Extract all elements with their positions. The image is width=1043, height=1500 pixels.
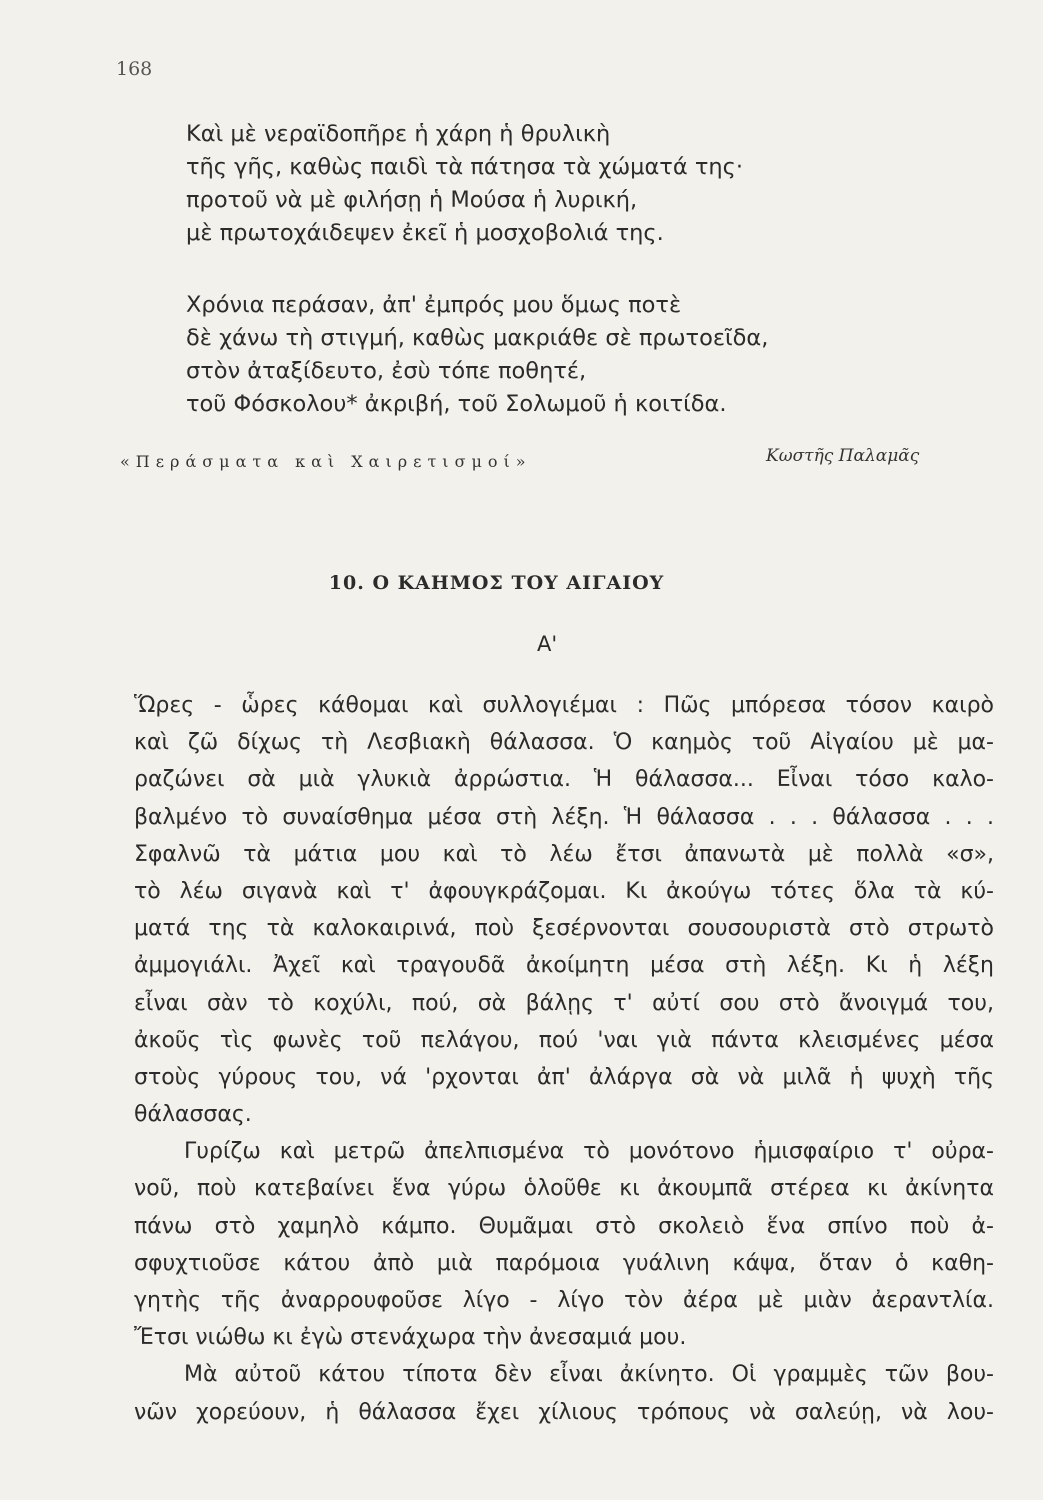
verse-line: Καὶ μὲ νεραϊδοπῆρε ἡ χάρη ἡ θρυλικὴ <box>186 121 611 147</box>
prose-line: Μὰ αὐτοῦ κάτου τίποτα δὲν εἶναι ἀκίνητο. Οἱ γραμμὲς τῶν βου- <box>184 1362 994 1388</box>
prose-line: Ἔτσι νιώθω κι ἐγὼ στενάχωρα τὴν ἀνεσαμιά μου. <box>134 1325 687 1351</box>
page-number: 168 <box>116 58 153 80</box>
prose-line: Σφαλνῶ τὰ μάτια μου καὶ τὸ λέω ἔτσι ἀπανωτὰ μὲ πολλὰ «σ», <box>134 841 994 867</box>
verse-line: μὲ πρωτοχάιδεψεν ἐκεῖ ἡ μοσχοβολιά της. <box>186 220 664 246</box>
verse-line: προτοῦ νὰ μὲ φιλήσῃ ἡ Μούσα ἡ λυρική, <box>186 187 638 213</box>
prose-line: ματά της τὰ καλοκαιρινά, ποὺ ξεσέρνονται σουσουριστὰ στὸ στρωτὸ <box>134 916 994 942</box>
verse-line: δὲ χάνω τὴ στιγμή, καθὼς μακριάθε σὲ πρωτοεῖδα, <box>186 325 769 351</box>
prose-line: σφυχτιοῦσε κάτου ἀπὸ μιὰ παρόμοια γυάλινη κάψα, ὅταν ὁ καθη- <box>134 1250 994 1276</box>
verse-line: στὸν ἀταξίδευτο, ἐσὺ τόπε ποθητέ, <box>186 358 587 384</box>
chapter-title: 10. Ο ΚΑΗΜΟΣ ΤΟΥ ΑΙΓΑΙΟΥ <box>328 572 665 594</box>
prose-line: Ὥρες - ὧρες κάθομαι καὶ συλλογιέμαι : Πῶς μπόρεσα τόσον καιρὸ <box>134 693 994 718</box>
verse-line: Χρόνια περάσαν, ἀπ' ἐμπρός μου ὅμως ποτὲ <box>186 292 682 318</box>
prose-line: γητὴς τῆς ἀναρρουφοῦσε λίγο - λίγο τὸν ἀέρα μὲ μιὰν ἀεραντλία. <box>134 1288 994 1313</box>
prose-line: στοὺς γύρους του, νά 'ρχονται ἀπ' ἀλάργα σὰ νὰ μιλᾶ ἡ ψυχὴ τῆς <box>134 1064 994 1090</box>
section-mark: Α' <box>537 632 558 656</box>
poem-author: Κωστῆς Παλαμᾶς <box>766 446 920 466</box>
prose-line: βαλμένο τὸ συναίσθημα μέσα στὴ λέξη. Ἡ θάλασσα . . . θάλασσα . . . <box>134 804 994 830</box>
poem-stanza-1 <box>186 118 743 250</box>
verse-line: τοῦ Φόσκολου* ἀκριβή, τοῦ Σολωμοῦ ἡ κοιτίδα. <box>186 391 727 417</box>
prose-line: καὶ ζῶ δίχως τὴ Λεσβιακὴ θάλασσα. Ὁ καημὸς τοῦ Αἰγαίου μὲ μα- <box>134 730 994 756</box>
prose-line: ἀκοῦς τὶς φωνὲς τοῦ πελάγου, πού 'ναι γιὰ πάντα κλεισμένες μέσα <box>134 1027 994 1053</box>
poem-stanza-2 <box>186 289 768 421</box>
prose-line: θάλασσας. <box>134 1102 252 1128</box>
prose-line: τὸ λέω σιγανὰ καὶ τ' ἀφουγκράζομαι. Κι ἀκούγω τότες ὅλα τὰ κύ- <box>134 878 994 904</box>
verse-line: τῆς γῆς, καθὼς παιδὶ τὰ πάτησα τὰ χώματά της· <box>186 154 743 180</box>
prose-line: πάνω στὸ χαμηλὸ κάμπο. Θυμᾶμαι στὸ σκολειὸ ἕνα σπίνο ποὺ ἀ- <box>134 1213 994 1239</box>
prose-line: εἶναι σὰν τὸ κοχύλι, πού, σὰ βάλῃς τ' αὐτί σου στὸ ἄνοιγμά του, <box>134 990 994 1016</box>
prose-line: ραζώνει σὰ μιὰ γλυκιὰ ἀρρώστια. Ἡ θάλασσα... Εἶναι τόσο καλο- <box>134 767 994 793</box>
prose-line: Γυρίζω καὶ μετρῶ ἀπελπισμένα τὸ μονότονο ἡμισφαίριο τ' οὐρα- <box>184 1139 994 1165</box>
prose-line: ἀμμογιάλι. Ἀχεῖ καὶ τραγουδᾶ ἀκοίμητη μέσα στὴ λέξη. Κι ἡ λέξη <box>134 953 994 979</box>
prose-line: νοῦ, ποὺ κατεβαίνει ἕνα γύρω ὁλοῦθε κι ἀκουμπᾶ στέρεα κι ἀκίνητα <box>134 1176 994 1202</box>
prose-body <box>134 687 994 1431</box>
prose-line: νῶν χορεύουν, ἡ θάλασσα ἔχει χίλιους τρόπους νὰ σαλεύῃ, νὰ λου- <box>134 1399 994 1425</box>
poem-source: «Περάσματα καὶ Χαιρετισμοί» <box>120 452 532 471</box>
